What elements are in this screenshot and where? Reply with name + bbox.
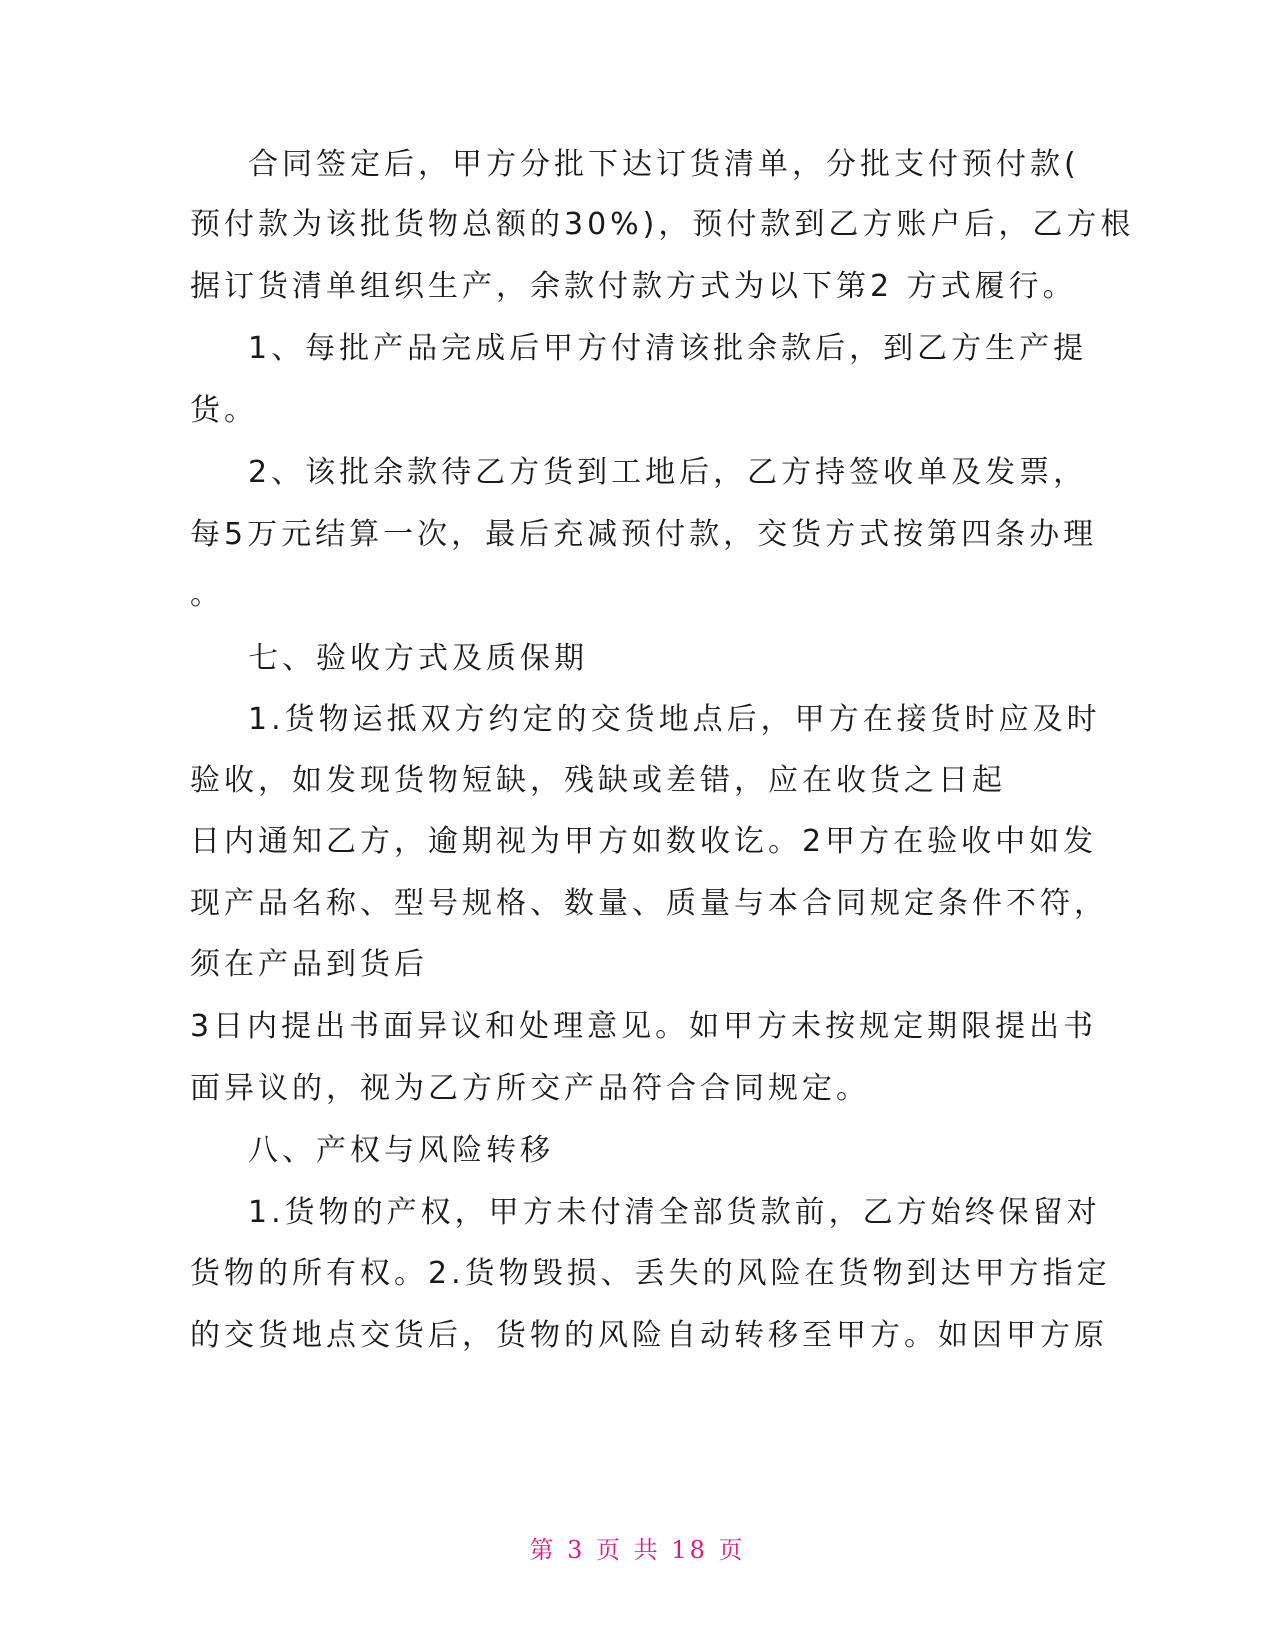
paragraph-line: 1、每批产品完成后甲方付清该批余款后，到乙方生产提 — [248, 331, 1088, 366]
paragraph-line: 货。 — [190, 393, 258, 428]
paragraph-line: 1.货物的产权，甲方未付清全部货款前，乙方始终保留对 — [248, 1195, 1101, 1230]
paragraph-line: 1.货物运抵双方约定的交货地点后，甲方在接货时应及时 — [248, 702, 1101, 737]
section-heading: 七、验收方式及质保期 — [248, 641, 588, 676]
paragraph-line: 日内通知乙方，逾期视为甲方如数收讫。2甲方在验收中如发 — [190, 824, 1098, 859]
paragraph-line: 货物的所有权。2.货物毁损、丢失的风险在货物到达甲方指定 — [190, 1256, 1111, 1291]
paragraph-line: 面异议的，视为乙方所交产品符合合同规定。 — [190, 1071, 870, 1106]
paragraph-line: 须在产品到货后 — [190, 947, 428, 982]
paragraph-line: 现产品名称、型号规格、数量、质量与本合同规定条件不符， — [190, 886, 1108, 921]
page-number-footer: 第 3 页 共 18 页 — [529, 1536, 746, 1564]
paragraph-line: 验收，如发现货物短缺，残缺或差错，应在收货之日起 — [190, 763, 1006, 798]
paragraph-line: 。 — [190, 577, 224, 612]
paragraph-line: 3日内提出书面异议和处理意见。如甲方未按规定期限提出书 — [190, 1009, 1098, 1044]
paragraph-line: 的交货地点交货后，货物的风险自动转移至甲方。如因甲方原 — [190, 1318, 1108, 1353]
paragraph-line: 每5万元结算一次，最后充减预付款，交货方式按第四条办理 — [190, 517, 1098, 552]
paragraph-line: 合同签定后，甲方分批下达订货清单，分批支付预付款( — [248, 147, 1080, 182]
section-heading: 八、产权与风险转移 — [248, 1133, 554, 1168]
paragraph-line: 预付款为该批货物总额的30%)，预付款到乙方账户后，乙方根 — [190, 207, 1135, 242]
paragraph-line: 据订货清单组织生产，余款付款方式为以下第2 方式履行。 — [190, 269, 1077, 304]
paragraph-line: 2、该批余款待乙方货到工地后，乙方持签收单及发票， — [248, 455, 1088, 490]
